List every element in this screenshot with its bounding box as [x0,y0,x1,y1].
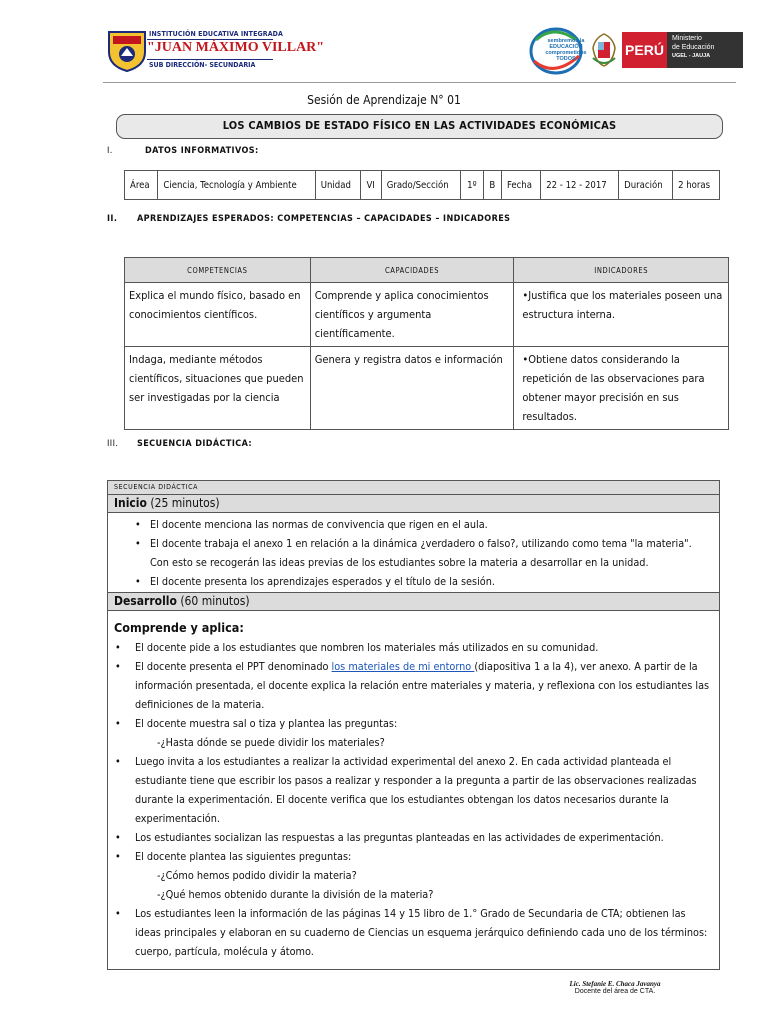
institution-name: "JUAN MÁXIMO VILLAR" [147,40,325,55]
competencias-header-row [125,258,729,283]
desarrollo-time: (60 minutos) [180,594,250,608]
signature-block [560,980,670,995]
datos-table [124,170,720,200]
national-seal-icon [589,32,619,68]
section-1-number: I. [107,146,113,156]
fecha-label: Fecha [501,171,540,200]
ppt-link[interactable]: los materiales de mi entorno [331,660,475,673]
header-capacidades: CAPACIDADES [310,258,514,283]
list-item [108,714,713,752]
item-text: El docente plantea las siguientes preguntas: [135,850,352,863]
secuencia-table [107,480,720,970]
desarrollo-phase-header [108,592,719,611]
inicio-label: Inicio [114,496,147,510]
indicador-text: Justifica que los materiales poseen una estructura interna. [522,289,723,321]
section-3-heading [107,439,252,449]
competencia-cell: Explica el mundo físico, basado en conocimientos científicos. [125,283,311,347]
competencia-cell: Indaga, mediante métodos científicos, situaciones que pueden ser investigadas por la ciencia [125,347,311,430]
unidad-value: VI [360,171,381,200]
unidad-label: Unidad [315,171,360,200]
institution-logo-block [103,26,325,74]
header-competencias: COMPETENCIAS [125,258,311,283]
indicador-text: Obtiene datos considerando la repetición de las observaciones para obtener mayor precisión en sus resultados. [522,353,705,423]
competencias-table [124,257,729,430]
duracion-label: Duración [619,171,673,200]
list-item: • El docente menciona las normas de convivencia que rigen en el aula. [108,515,713,534]
section-1-label: DATOS INFORMATIVOS: [145,146,259,156]
capacidad-cell: Comprende y aplica conocimientos científicos y argumenta científicamente. [310,283,514,347]
list-item: • Los estudiantes leen la información de las páginas 14 y 15 libro de 1.° Grado de Secundaria de CTA; obtienen las ideas principales y elaboran en su cuaderno de Ciencias un esquema jerárquico definiendo cada uno de los términos: cuerpo, partícula, molécula y átomo. [108,904,713,961]
institution-type-label: INSTITUCIÓN EDUCATIVA INTEGRADA [149,30,283,38]
capacidad-cell: Genera y registra datos e información [310,347,514,430]
header-divider [103,82,736,83]
section-2-label: APRENDIZAJES ESPERADOS: COMPETENCIAS – CAPACIDADES – INDICADORES [137,214,511,224]
fecha-value: 22 - 12 - 2017 [541,171,619,200]
section-2-heading [107,214,510,224]
sub-question: -¿Hasta dónde se puede dividir los materiales? [157,736,385,749]
section-2-number: II. [107,214,118,224]
section-3-label: SECUENCIA DIDÁCTICA: [137,439,253,449]
list-item: • El docente trabaja el anexo 1 en relación a la dinámica ¿verdadero o falso?, utilizando como tema "la materia". Con esto se recogerán las ideas previas de los estudiantes sobre la materia a desarrollar en la unidad. [108,534,713,572]
comprende-aplica-heading: Comprende y aplica: [114,620,244,635]
datos-row [125,171,720,200]
session-label: Sesión de Aprendizaje N° 01 [307,93,461,107]
item-text: El docente muestra sal o tiza y plantea las preguntas: [135,717,398,730]
campaign-text: sembremos la EDUCACIÓN comprometidos TODOS [545,38,587,62]
institution-subdirection: SUB DIRECCIÓN- SECUNDARIA [149,61,256,69]
section-3-number: III. [107,439,119,449]
ministry-line1: Ministerio [672,35,702,42]
peru-logo: PERÚ [622,32,667,68]
indicador-cell: •Justifica que los materiales poseen una estructura interna. [514,283,729,347]
document-header [103,26,743,78]
signature-name: Lic. Stefanie E. Chaca Javanya [569,980,661,988]
grado-value: 1º [461,171,483,200]
secuencia-header: SECUENCIA DIDÁCTICA [108,481,719,495]
ministry-line2: de Educación [672,44,715,51]
area-value: Ciencia, Tecnología y Ambiente [158,171,315,200]
signature-role: Docente del área de CTA. [574,988,656,995]
session-title: LOS CAMBIOS DE ESTADO FÍSICO EN LAS ACTIVIDADES ECONÓMICAS [116,114,723,139]
ministry-logo [667,32,743,68]
item-text: El docente presenta el PPT denominado [135,660,332,673]
item-text: (diapositiva 1 a la 4), ver anexo. A partir de la información presentada, el docente explica la relación entre materiales y materia, y reflexiona con los estudiantes las definiciones de la materia. [135,660,710,711]
seccion-value: B [483,171,501,200]
list-item: • El docente presenta los aprendizajes esperados y el título de la sesión. [108,572,713,591]
list-item: • Luego invita a los estudiantes a realizar la actividad experimental del anexo 2. En cada actividad planteada el estudiante tiene que escribir los pasos a realizar y responder a la pregunta a partir de las observaciones realizadas durante la experimentación. El docente verifica que los estudiantes obtengan los datos necesarios durante la experimentación. [108,752,713,828]
sub-question: -¿Qué hemos obtenido durante la división de la materia? [157,888,434,901]
area-label: Área [125,171,158,200]
grado-label: Grado/Sección [381,171,461,200]
duracion-value: 2 horas [673,171,720,200]
list-item: • El docente pide a los estudiantes que nombren los materiales más utilizados en su comunidad. [108,638,713,657]
table-row [125,347,729,430]
list-item: • Los estudiantes socializan las respuestas a las preguntas planteadas en las actividades de experimentación. [108,828,713,847]
sub-question: -¿Cómo hemos podido dividir la materia? [157,869,357,882]
ugel-label: UGEL - JAUJA [672,53,711,59]
inicio-time: (25 minutos) [150,496,220,510]
inicio-list [108,513,719,592]
table-row [125,283,729,347]
desarrollo-label: Desarrollo [114,594,177,608]
desarrollo-list [108,638,719,969]
school-crest-icon [107,28,147,72]
indicador-cell: •Obtiene datos considerando la repetición de las observaciones para obtener mayor precisión en sus resultados. [514,347,729,430]
header-indicadores: INDICADORES [514,258,729,283]
section-1-heading [107,146,259,156]
list-item [108,657,713,714]
list-item [108,847,713,904]
inicio-phase-header [108,495,719,513]
